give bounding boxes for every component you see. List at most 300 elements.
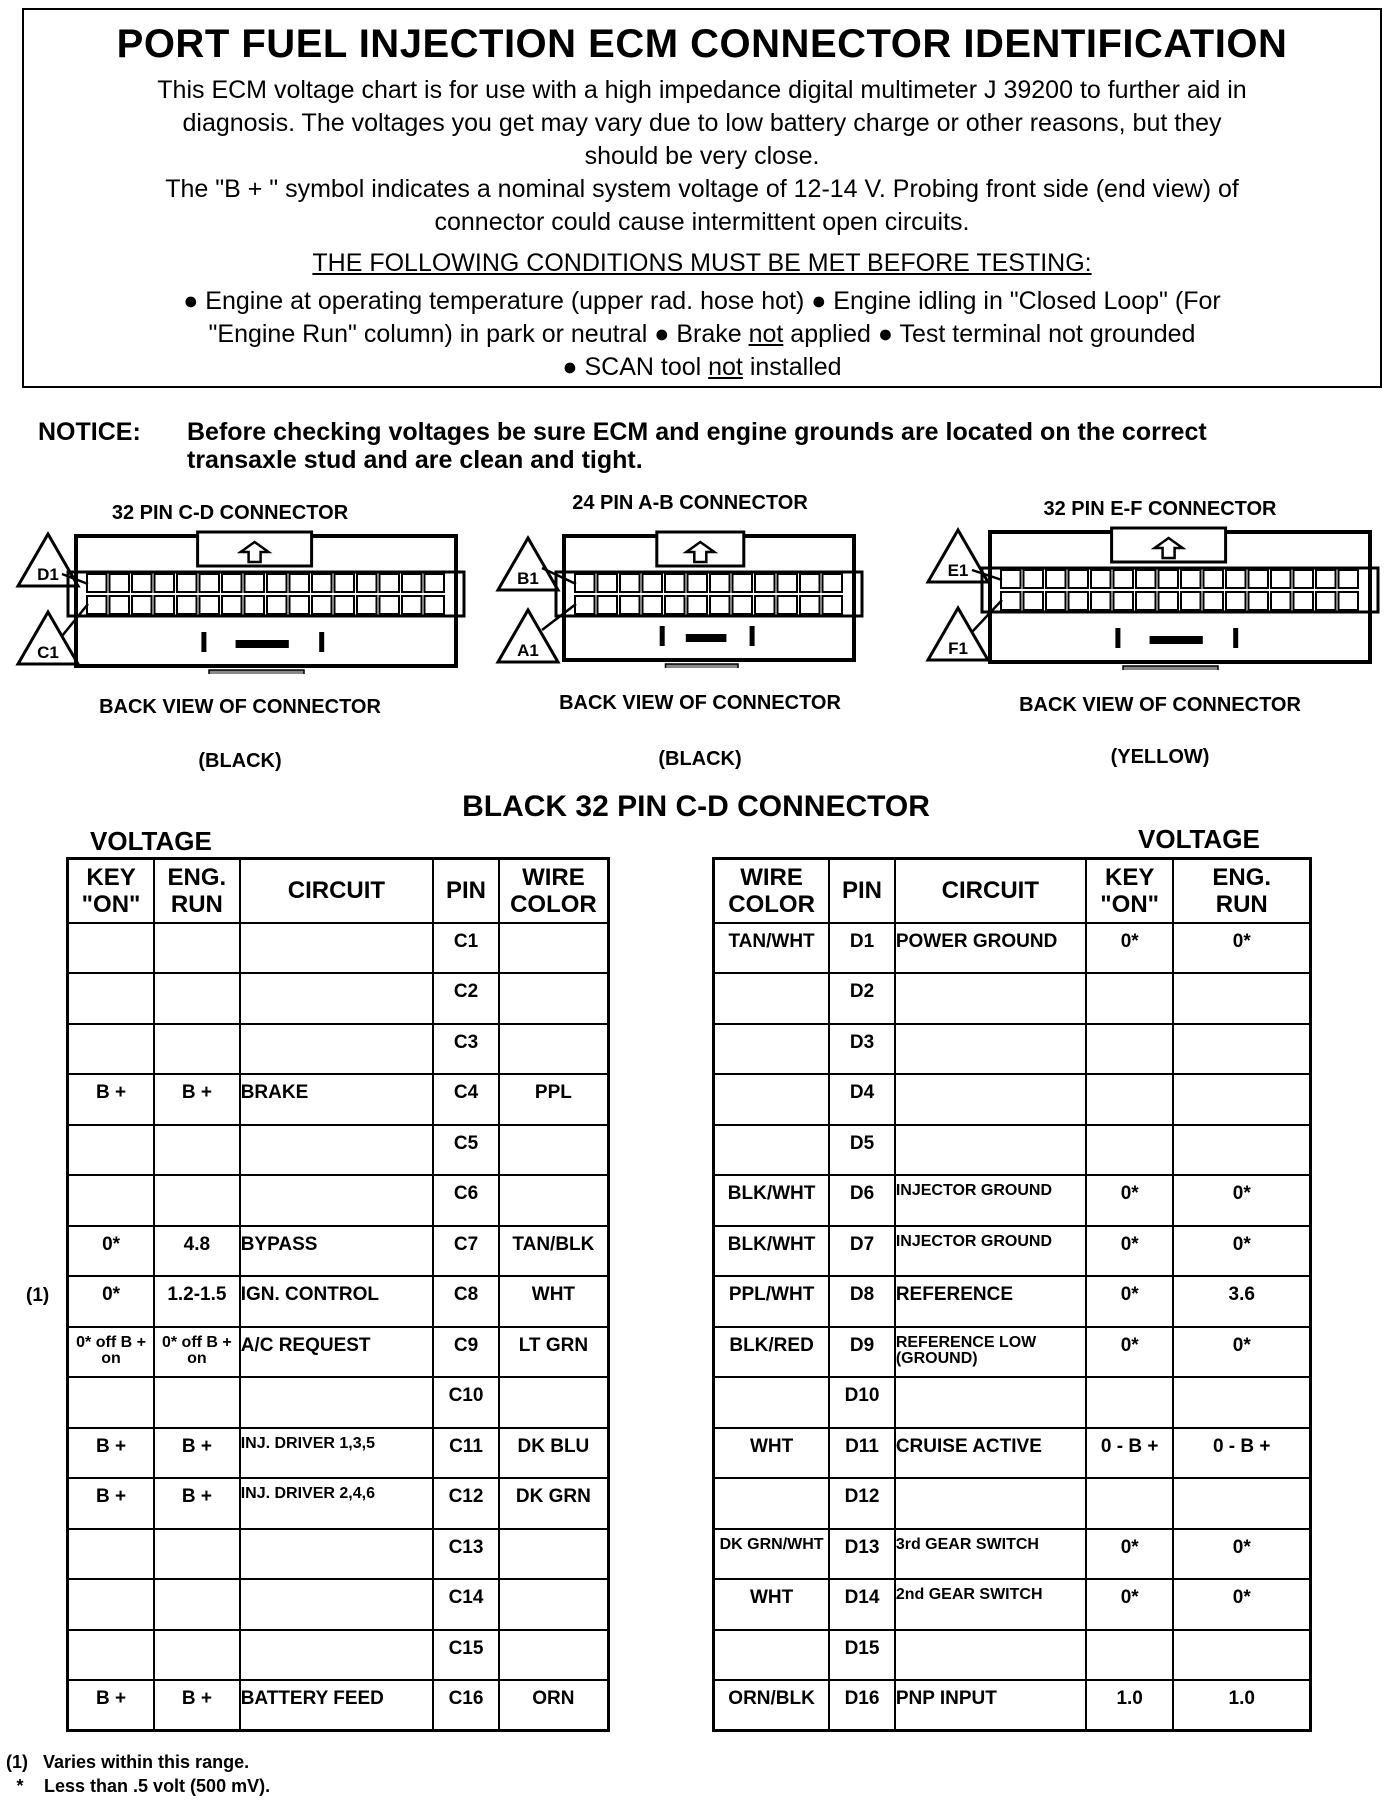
circuit-cell: INJ. DRIVER 1,3,5: [240, 1428, 434, 1479]
wire-color-cell: WHT: [714, 1579, 830, 1630]
pin-cavity: [1046, 570, 1066, 588]
circuit-cell: IGN. CONTROL: [240, 1276, 434, 1327]
circuit-cell: PNP INPUT: [895, 1680, 1086, 1731]
connector-ab-title: 24 PIN A-B CONNECTOR: [572, 492, 808, 514]
pin-cavity: [665, 596, 685, 614]
pin-cavity: [132, 574, 152, 592]
eng-run-cell: 0*: [1173, 1579, 1310, 1630]
eng-run-cell: B +: [154, 1428, 240, 1479]
table-row: [68, 1125, 609, 1176]
table-row: [714, 923, 1311, 974]
pin-cavity: [312, 596, 332, 614]
pin-cell: C15: [433, 1630, 499, 1681]
pin-cell: C16: [433, 1680, 499, 1731]
connector-ab-color: (BLACK): [658, 748, 742, 770]
eng-run-cell: [154, 1125, 240, 1176]
wire-color-cell: [499, 1529, 609, 1580]
wire-color-cell: [714, 1125, 830, 1176]
pin-cavity: [620, 574, 640, 592]
pin-cavity: [755, 596, 775, 614]
circuit-cell: [895, 1478, 1086, 1529]
pin-cavity: [688, 596, 708, 614]
notice-text: [187, 418, 1337, 474]
pin-cavity: [1159, 570, 1179, 588]
pin-cavity: [132, 596, 152, 614]
table-row: [68, 1680, 609, 1731]
pin-cavity: [267, 596, 287, 614]
pin-cavity: [312, 574, 332, 592]
eng-run-cell: 1.0: [1173, 1680, 1310, 1731]
wire-color-cell: ORN/BLK: [714, 1680, 830, 1731]
wire-color-cell: PPL: [499, 1074, 609, 1125]
circuit-cell: [240, 1175, 434, 1226]
pin-cavity: [778, 596, 798, 614]
table-header-row: [714, 859, 1311, 923]
table-row: [68, 1024, 609, 1075]
eng-run-cell: 0*: [1173, 923, 1310, 974]
footnote-1-mark: (1): [6, 1752, 28, 1772]
notice-label: NOTICE:: [38, 418, 141, 446]
key-on-cell: B +: [68, 1074, 155, 1125]
pin-cavity: [1136, 570, 1156, 588]
pin-cavity: [335, 574, 355, 592]
key-on-cell: [1086, 1377, 1174, 1428]
connector-cd-caption: BACK VIEW OF CONNECTOR: [99, 696, 381, 718]
pin-header: PIN: [829, 859, 895, 923]
pin-cavity: [1024, 570, 1044, 588]
key-on-cell: 0*: [1086, 1327, 1174, 1378]
pin-cavity: [688, 574, 708, 592]
pin-cavity: [800, 574, 820, 592]
pin-cavity: [335, 596, 355, 614]
table-row: [68, 973, 609, 1024]
circuit-cell: [895, 1377, 1086, 1428]
pin-cavity: [380, 574, 400, 592]
eng-run-cell: [154, 1024, 240, 1075]
key-on-cell: [1086, 1074, 1174, 1125]
page-title: PORT FUEL INJECTION ECM CONNECTOR IDENTIFICATION: [116, 22, 1288, 66]
table-row: [68, 1529, 609, 1580]
eng-run-cell: [154, 923, 240, 974]
wire-color-cell: DK BLU: [499, 1428, 609, 1479]
wire-color-cell: LT GRN: [499, 1327, 609, 1378]
eng-run-cell: [1173, 1377, 1310, 1428]
eng-run-cell: [1173, 1478, 1310, 1529]
connector-cd-diagram: [10, 488, 470, 778]
eng-run-cell: B +: [154, 1680, 240, 1731]
table-row: [714, 1024, 1311, 1075]
circuit-cell: BYPASS: [240, 1226, 434, 1277]
key-on-cell: [68, 1529, 155, 1580]
pin-cell: C13: [433, 1529, 499, 1580]
table-row: [714, 1428, 1311, 1479]
circuit-cell: [895, 973, 1086, 1024]
pin-cavity: [755, 574, 775, 592]
pin-cavity: [1226, 570, 1246, 588]
key-on-cell: [68, 1024, 155, 1075]
right-voltage-label: VOLTAGE: [1138, 824, 1260, 854]
pin-cavity: [823, 574, 843, 592]
pin-cell: C12: [433, 1478, 499, 1529]
table-row: [68, 1478, 609, 1529]
wire-color-cell: BLK/RED: [714, 1327, 830, 1378]
pin-cavity: [1001, 570, 1021, 588]
eng-run-cell: 1.2-1.5: [154, 1276, 240, 1327]
circuit-cell: [240, 973, 434, 1024]
key-on-cell: 0*: [1086, 1529, 1174, 1580]
table-row: [714, 973, 1311, 1024]
wire-color-header: WIRE COLOR: [499, 859, 609, 923]
wire-color-cell: [499, 1630, 609, 1681]
pin-cavity: [1091, 570, 1111, 588]
pin-cavity: [1159, 592, 1179, 610]
eng-run-cell: [1173, 1024, 1310, 1075]
key-on-cell: B +: [68, 1428, 155, 1479]
wire-color-cell: BLK/WHT: [714, 1175, 830, 1226]
eng-run-cell: [1173, 973, 1310, 1024]
eng-run-cell: [154, 1630, 240, 1681]
wire-color-cell: TAN/WHT: [714, 923, 830, 974]
key-on-cell: [1086, 1024, 1174, 1075]
pin-cell: C7: [433, 1226, 499, 1277]
conditions-line-1: ● Engine at operating temperature (upper rad. hose hot) ● Engine idling in "Closed Loop" (For: [183, 287, 1221, 315]
connector-cd-bottom-pin: C1: [37, 643, 59, 662]
circuit-cell: REFERENCE LOW (GROUND): [895, 1327, 1086, 1378]
key-on-cell: 0*: [68, 1276, 155, 1327]
pin-cell: C9: [433, 1327, 499, 1378]
pin-cavity: [1339, 592, 1359, 610]
connector-rib: [750, 626, 755, 646]
connector-ef-top-pin: E1: [947, 561, 969, 580]
key-on-cell: 0*: [1086, 1226, 1174, 1277]
eng-run-cell: [154, 1529, 240, 1580]
pin-cavity: [87, 574, 107, 592]
pin-cavity: [357, 596, 377, 614]
eng-run-header: ENG. RUN: [154, 859, 240, 923]
table-row: [714, 1327, 1311, 1378]
pin-cell: D1: [829, 923, 895, 974]
wire-color-cell: WHT: [499, 1276, 609, 1327]
pin-cavity: [1069, 570, 1089, 588]
pin-cell: C2: [433, 973, 499, 1024]
circuit-cell: INJECTOR GROUND: [895, 1226, 1086, 1277]
wire-color-cell: [499, 973, 609, 1024]
circuit-cell: 3rd GEAR SWITCH: [895, 1529, 1086, 1580]
pin-cavity: [245, 596, 265, 614]
conditions-line-3: [40, 351, 1364, 384]
pin-cell: C11: [433, 1428, 499, 1479]
eng-run-cell: [154, 973, 240, 1024]
pin-cavity: [155, 574, 175, 592]
wire-color-cell: ORN: [499, 1680, 609, 1731]
wire-color-cell: TAN/BLK: [499, 1226, 609, 1277]
connector-rib: [319, 632, 324, 652]
table-row: [68, 1175, 609, 1226]
pin-cavity: [177, 596, 197, 614]
pin-cavity: [177, 574, 197, 592]
key-on-cell: 1.0: [1086, 1680, 1174, 1731]
left-voltage-table: [66, 857, 610, 1732]
circuit-cell: REFERENCE: [895, 1276, 1086, 1327]
key-on-cell: [1086, 1125, 1174, 1176]
circuit-cell: [240, 1630, 434, 1681]
key-on-cell: B +: [68, 1680, 155, 1731]
table-row: [68, 1327, 609, 1378]
pin-cavity: [290, 596, 310, 614]
pin-cell: D10: [829, 1377, 895, 1428]
pin-cavity: [1204, 592, 1224, 610]
pin-cavity: [290, 574, 310, 592]
footnote-1-text: Varies within this range.: [43, 1752, 250, 1772]
key-on-cell: [1086, 973, 1174, 1024]
pin-cavity: [1114, 592, 1134, 610]
eng-run-cell: [1173, 1074, 1310, 1125]
pin-cavity: [575, 574, 595, 592]
wire-color-cell: [499, 1579, 609, 1630]
pin-cavity: [245, 574, 265, 592]
pin-cavity: [1316, 570, 1336, 588]
conditions-line-3-not: not: [708, 353, 743, 381]
key-on-cell: 0*: [1086, 1276, 1174, 1327]
pin-cell: C10: [433, 1377, 499, 1428]
footnote-2: [6, 1776, 270, 1797]
wire-color-cell: BLK/WHT: [714, 1226, 830, 1277]
pin-header: PIN: [433, 859, 499, 923]
pin-cell: D16: [829, 1680, 895, 1731]
conditions-heading: THE FOLLOWING CONDITIONS MUST BE MET BEFORE TESTING:: [312, 249, 1092, 277]
connector-ab-diagram: [490, 488, 890, 778]
circuit-cell: A/C REQUEST: [240, 1327, 434, 1378]
table-row: [714, 1377, 1311, 1428]
conditions-line-2: [40, 318, 1364, 351]
circuit-cell: [240, 1579, 434, 1630]
pin-cavity: [598, 596, 618, 614]
circuit-cell: [895, 1024, 1086, 1075]
pin-cell: D13: [829, 1529, 895, 1580]
wire-color-cell: [714, 1478, 830, 1529]
pin-cavity: [1226, 592, 1246, 610]
connector-key: [1150, 636, 1203, 644]
pin-cavity: [710, 596, 730, 614]
pin-cell: D5: [829, 1125, 895, 1176]
key-on-cell: [68, 1175, 155, 1226]
connector-rib: [1115, 628, 1120, 648]
circuit-cell: BRAKE: [240, 1074, 434, 1125]
pin-cavity: [155, 596, 175, 614]
connector-rib: [660, 626, 665, 646]
wire-color-cell: [714, 1630, 830, 1681]
pin-cell: D8: [829, 1276, 895, 1327]
connector-key: [686, 634, 727, 642]
pin-cavity: [267, 574, 287, 592]
pin-cavity: [1294, 570, 1314, 588]
table-row: [714, 1175, 1311, 1226]
pin-cell: C8: [433, 1276, 499, 1327]
pin-cavity: [1181, 570, 1201, 588]
connector-ef-title: 32 PIN E-F CONNECTOR: [1043, 498, 1277, 520]
notice-line-2: transaxle stud and are clean and tight.: [187, 446, 643, 474]
pin-cavity: [87, 596, 107, 614]
pin-cavity: [1271, 570, 1291, 588]
table-row: [68, 1428, 609, 1479]
pin-cell: C1: [433, 923, 499, 974]
pin-cavity: [1294, 592, 1314, 610]
eng-run-cell: B +: [154, 1478, 240, 1529]
pin-cavity: [1114, 570, 1134, 588]
pin-cavity: [643, 596, 663, 614]
table-row: [68, 1276, 609, 1327]
footnote-1: [6, 1752, 249, 1773]
pin-cavity: [200, 596, 220, 614]
pin-cavity: [1339, 570, 1359, 588]
connector-cd-top-pin: D1: [37, 565, 59, 584]
circuit-header: CIRCUIT: [240, 859, 434, 923]
key-on-cell: [1086, 1478, 1174, 1529]
pin-cavity: [800, 596, 820, 614]
connector-ab-top-pin: B1: [517, 569, 539, 588]
pin-cell: D11: [829, 1428, 895, 1479]
table-row: [714, 1478, 1311, 1529]
pin-cavity: [110, 574, 130, 592]
wire-color-cell: [499, 1024, 609, 1075]
circuit-cell: [240, 1125, 434, 1176]
eng-run-cell: [154, 1175, 240, 1226]
connector-ef-drawing: [920, 520, 1380, 670]
pin-cavity: [733, 596, 753, 614]
pin-cavity: [1249, 592, 1269, 610]
eng-run-cell: [1173, 1630, 1310, 1681]
pin-cavity: [1046, 592, 1066, 610]
pin-cell: C3: [433, 1024, 499, 1075]
wire-color-cell: [714, 1024, 830, 1075]
intro-line-1: This ECM voltage chart is for use with a high impedance digital multimeter J 39200 to further aid in: [157, 76, 1247, 104]
eng-run-cell: 3.6: [1173, 1276, 1310, 1327]
intro-line-2: diagnosis. The voltages you get may vary due to low battery charge or other reasons, but they: [182, 109, 1222, 137]
conditions-line-2-b: applied ● Test terminal not grounded: [783, 320, 1196, 348]
key-on-cell: 0*: [68, 1226, 155, 1277]
pin-cavity: [1024, 592, 1044, 610]
pin-cell: C4: [433, 1074, 499, 1125]
left-voltage-label: VOLTAGE: [90, 826, 212, 856]
pin-cavity: [733, 574, 753, 592]
eng-run-cell: 0*: [1173, 1175, 1310, 1226]
eng-run-cell: B +: [154, 1074, 240, 1125]
connector-ef-color: (YELLOW): [1110, 746, 1210, 768]
eng-run-cell: 0*: [1173, 1529, 1310, 1580]
wire-color-cell: DK GRN/WHT: [714, 1529, 830, 1580]
pin-cavity: [665, 574, 685, 592]
key-on-cell: 0*: [1086, 923, 1174, 974]
conditions-line-2-not: not: [748, 320, 784, 348]
key-on-cell: 0* off B + on: [68, 1327, 155, 1378]
pin-cavity: [200, 574, 220, 592]
table-row: [714, 1276, 1311, 1327]
pin-cell: C14: [433, 1579, 499, 1630]
key-on-cell: [68, 1630, 155, 1681]
pin-cavity: [222, 596, 242, 614]
circuit-cell: [240, 1529, 434, 1580]
eng-run-cell: [154, 1377, 240, 1428]
notice-line-1: Before checking voltages be sure ECM and engine grounds are located on the correct: [187, 418, 1207, 446]
pin-cavity: [598, 574, 618, 592]
eng-run-cell: [154, 1579, 240, 1630]
table-row: [68, 1226, 609, 1277]
table-row: [714, 1579, 1311, 1630]
connector-tab: [666, 664, 739, 668]
wire-color-cell: DK GRN: [499, 1478, 609, 1529]
eng-run-cell: 0* off B + on: [154, 1327, 240, 1378]
wire-color-cell: [499, 1175, 609, 1226]
wire-color-cell: [499, 923, 609, 974]
pin-cell: D6: [829, 1175, 895, 1226]
connector-key: [236, 640, 289, 648]
wire-color-cell: [714, 1377, 830, 1428]
connector-cd-color: (BLACK): [198, 750, 282, 772]
table-row: [68, 1377, 609, 1428]
pin-cavity: [1249, 570, 1269, 588]
pin-cavity: [778, 574, 798, 592]
pin-cell: C6: [433, 1175, 499, 1226]
circuit-cell: [895, 1125, 1086, 1176]
circuit-cell: [240, 1377, 434, 1428]
pin-cavity: [110, 596, 130, 614]
bplus-line-2: connector could cause intermittent open circuits.: [434, 208, 970, 236]
section-title: BLACK 32 PIN C-D CONNECTOR: [462, 790, 930, 823]
key-on-cell: [1086, 1630, 1174, 1681]
pin-cavity: [402, 596, 422, 614]
pin-cavity: [823, 596, 843, 614]
key-on-header: KEY "ON": [1086, 859, 1174, 923]
circuit-cell: INJECTOR GROUND: [895, 1175, 1086, 1226]
pin-cell: D12: [829, 1478, 895, 1529]
connector-ab-caption: BACK VIEW OF CONNECTOR: [559, 692, 841, 714]
circuit-cell: CRUISE ACTIVE: [895, 1428, 1086, 1479]
eng-run-cell: 4.8: [154, 1226, 240, 1277]
key-on-cell: 0*: [1086, 1175, 1174, 1226]
pin-cell: D7: [829, 1226, 895, 1277]
pin-cavity: [425, 574, 445, 592]
connector-rib: [201, 632, 206, 652]
wire-color-cell: PPL/WHT: [714, 1276, 830, 1327]
key-on-cell: [68, 973, 155, 1024]
eng-run-cell: [1173, 1125, 1310, 1176]
conditions-line-3-b: installed: [742, 353, 842, 381]
pin-cavity: [1181, 592, 1201, 610]
pin-cavity: [1136, 592, 1156, 610]
wire-color-cell: [499, 1125, 609, 1176]
connector-cd-drawing: [10, 524, 470, 674]
table-row: [714, 1630, 1311, 1681]
circuit-cell: [240, 1024, 434, 1075]
connector-cd-title: 32 PIN C-D CONNECTOR: [111, 502, 349, 524]
table-row: [714, 1680, 1311, 1731]
intro-line-3: should be very close.: [584, 142, 820, 170]
circuit-cell: [895, 1074, 1086, 1125]
circuit-header: CIRCUIT: [895, 859, 1086, 923]
circuit-cell: 2nd GEAR SWITCH: [895, 1579, 1086, 1630]
connector-tab: [1123, 666, 1218, 670]
pin-cavity: [620, 596, 640, 614]
table-row: [68, 1074, 609, 1125]
key-on-cell: [68, 923, 155, 974]
eng-run-cell: 0 - B +: [1173, 1428, 1310, 1479]
wire-color-header: WIRE COLOR: [714, 859, 830, 923]
key-on-cell: 0*: [1086, 1579, 1174, 1630]
pin-cavity: [1316, 592, 1336, 610]
connector-ab-drawing: [490, 518, 890, 668]
pin-cell: D2: [829, 973, 895, 1024]
connector-ef-diagram: [920, 488, 1380, 778]
